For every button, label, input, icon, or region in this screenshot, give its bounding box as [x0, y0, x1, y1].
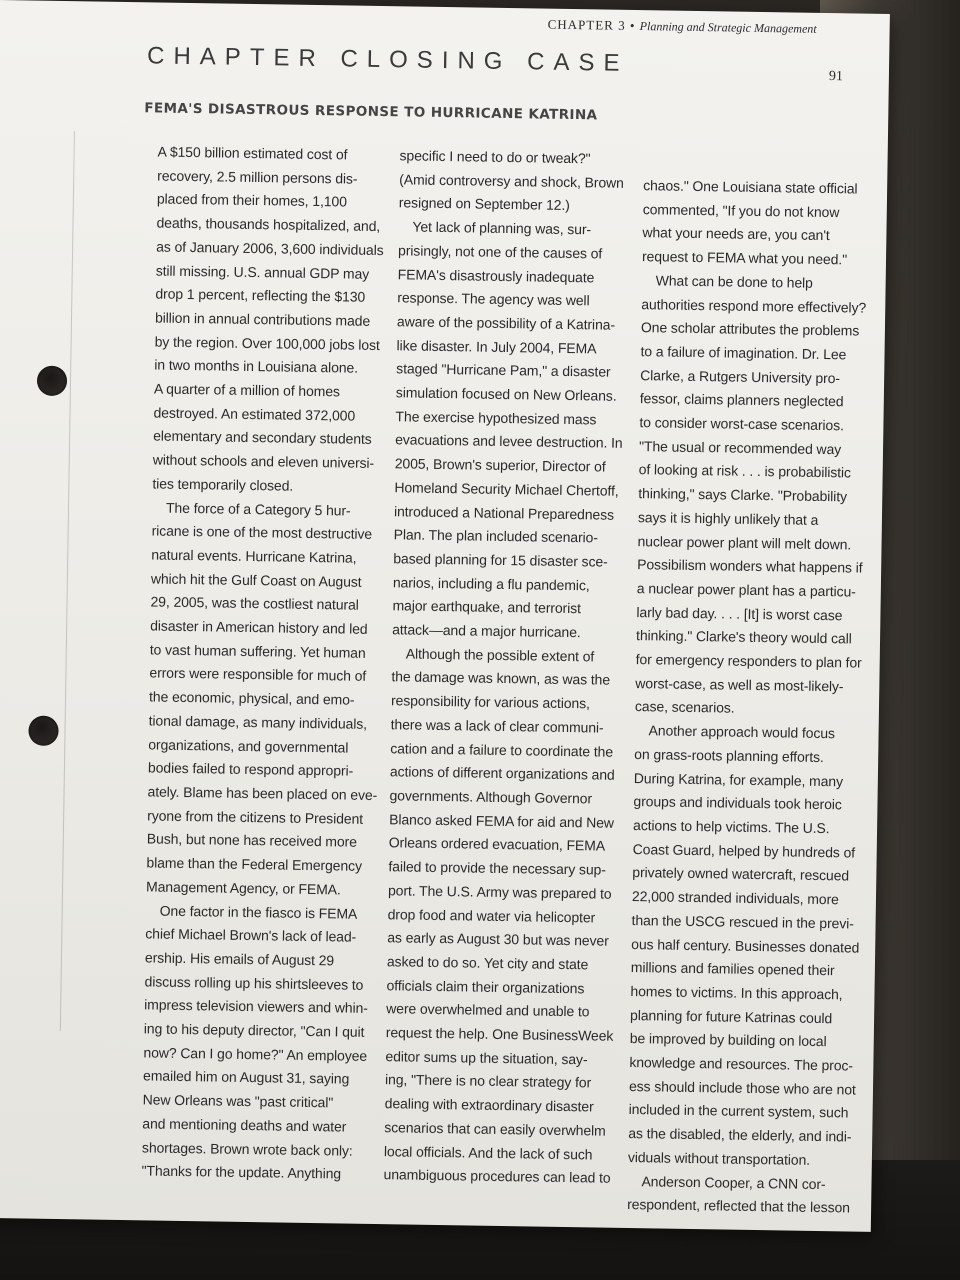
text-line: response. The agency was well [397, 289, 590, 309]
text-line: ties temporarily closed. [152, 475, 294, 494]
text-line: Orleans ordered evacuation, FEMA [388, 834, 606, 854]
text-line: Yet lack of planning was, sur- [412, 218, 592, 238]
text-line: Bush, but none has received more [146, 830, 357, 851]
text-line: Although the possible extent of [405, 645, 595, 665]
text-line: which hit the Gulf Coast on August [150, 570, 362, 590]
text-line: were overwhelmed and unable to [386, 1000, 590, 1020]
text-line: actions of different organizations and [389, 763, 615, 784]
text-line: blame than the Federal Emergency [146, 854, 363, 874]
text-line: what your needs are, you can't [642, 224, 830, 244]
text-line: ricane is one of the most destructive [151, 522, 373, 543]
text-line: One scholar attributes the problems [640, 319, 860, 339]
text-line: chief Michael Brown's lack of lead- [145, 925, 357, 945]
section-title: Planning and Strategic Management [639, 19, 817, 36]
text-line: on grass-roots planning efforts. [634, 745, 824, 765]
text-line: attack—and a major hurricane. [392, 621, 581, 641]
text-line: be improved by building on local [629, 1030, 827, 1050]
text-line: port. The U.S. Army was prepared to [387, 882, 612, 902]
text-line: as early as August 30 but was never [387, 929, 609, 949]
text-line: (Amid controversy and shock, Brown [399, 170, 624, 191]
text-line: Management Agency, or FEMA. [145, 878, 341, 898]
text-line: larly bad day. . . . [It] is worst case [636, 603, 843, 623]
text-line: case, scenarios. [634, 698, 735, 717]
text-line: in two months in Louisiana alone. [154, 356, 359, 376]
text-line: scenarios that can easily overwhelm [384, 1119, 606, 1139]
text-line: worst-case, as well as most-likely- [635, 674, 844, 695]
text-line: included in the current system, such [628, 1101, 849, 1121]
text-line: 2005, Brown's superior, Director of [394, 455, 606, 475]
text-line: now? Can I go home?" An employee [143, 1044, 368, 1064]
text-line: bodies failed to respond appropri- [147, 759, 354, 779]
text-column-3 [627, 174, 867, 1220]
text-line: groups and individuals took heroic [633, 793, 842, 813]
text-line: Plan. The plan included scenario- [393, 526, 599, 546]
text-line: During Katrina, for example, many [633, 769, 844, 789]
text-line: A $150 billion estimated cost of [157, 143, 348, 163]
punch-hole-bottom [28, 716, 58, 746]
text-line: ately. Blame has been placed on eve- [147, 783, 378, 804]
text-line: 22,000 stranded individuals, more [631, 888, 839, 908]
text-line: says it is highly unlikely that a [637, 508, 819, 528]
text-line: governments. Although Governor [389, 787, 593, 807]
text-line: and mentioning deaths and water [142, 1115, 347, 1135]
text-line: local officials. And the lack of such [383, 1142, 593, 1162]
text-line: privately owned watercraft, rescued [632, 864, 850, 884]
text-line: Another approach would focus [648, 722, 836, 742]
text-line: "Thanks for the update. Anything [141, 1162, 342, 1182]
text-line: elementary and secondary students [153, 427, 372, 448]
running-head-bullet: • [629, 17, 640, 34]
text-line: emailed him on August 31, saying [142, 1067, 350, 1088]
text-line: editor sums up the situation, say- [385, 1047, 588, 1068]
text-line: millions and families opened their [630, 959, 835, 979]
text-column-1 [141, 140, 387, 1186]
text-line: Possibilism wonders what happens if [637, 556, 863, 576]
text-line: as the disabled, the elderly, and indi- [628, 1125, 852, 1145]
text-line: Coast Guard, helped by hundreds of [632, 840, 856, 861]
text-line: authorities respond more effectively? [641, 295, 867, 316]
text-line: as of January 2006, 3,600 individuals [156, 238, 384, 258]
text-line: staged "Hurricane Pam," a disaster [396, 360, 611, 380]
text-line: ing, "There is no clear strategy for [384, 1071, 592, 1091]
text-line: The exercise hypothesized mass [395, 407, 597, 428]
text-line: Blanco asked FEMA for aid and New [389, 810, 615, 831]
text-line: Homeland Security Michael Chertoff, [394, 479, 619, 499]
text-line: destroyed. An estimated 372,000 [153, 404, 356, 424]
text-line: for emergency responders to plan for [635, 651, 862, 671]
text-line: narios, including a flu pandemic, [392, 573, 590, 593]
text-line: than the USCG rescued in the previ- [631, 911, 854, 932]
text-line: New Orleans was "past critical" [142, 1091, 334, 1111]
text-line: failed to provide the necessary sup- [388, 858, 606, 878]
text-line: A quarter of a million of homes [153, 380, 341, 400]
text-line: impress television viewers and whin- [144, 996, 368, 1017]
text-line: recovery, 2.5 million persons dis- [157, 167, 358, 187]
margin-mark [60, 131, 75, 1031]
text-line: to consider worst-case scenarios. [639, 414, 845, 434]
text-line: billion in annual contributions made [154, 309, 371, 329]
text-line: commented, "If you do not know [642, 200, 840, 220]
text-column-2 [383, 144, 629, 1190]
text-line: prisingly, not one of the causes of [397, 242, 603, 262]
text-line: unambiguous procedures can lead to [383, 1166, 611, 1186]
text-line: natural events. Hurricane Katrina, [151, 546, 357, 566]
text-line: organizations, and governmental [148, 736, 349, 756]
text-line: fessor, claims planners neglected [639, 390, 844, 410]
text-line: tional damage, as many individuals, [148, 712, 368, 732]
text-line: simulation focused on New Orleans. [395, 384, 617, 404]
text-line: placed from their homes, 1,100 [156, 190, 347, 210]
text-line: knowledge and resources. The proc- [629, 1054, 854, 1074]
text-line: request the help. One BusinessWeek [385, 1024, 614, 1044]
text-line: ership. His emails of August 29 [144, 949, 335, 969]
text-line: resigned on September 12.) [398, 194, 570, 214]
text-line: aware of the possibility of a Katrina- [396, 313, 616, 333]
text-line: responsibility for various actions, [390, 692, 590, 712]
chapter-label: CHAPTER 3 [547, 16, 626, 33]
text-line: introduced a National Preparedness [393, 502, 615, 523]
text-line: One factor in the fiasco is FEMA [159, 902, 358, 922]
text-line: ing to his deputy director, "Can I quit [143, 1020, 365, 1040]
text-line: chaos." One Louisiana state official [643, 177, 858, 197]
text-line: by the region. Over 100,000 jobs lost [154, 333, 380, 353]
text-line: discuss rolling up his shirtsleeves to [144, 973, 364, 993]
text-line: planning for future Katrinas could [630, 1006, 833, 1026]
text-line: Anderson Cooper, a CNN cor- [641, 1172, 826, 1192]
text-line: specific I need to do or tweak?" [399, 147, 591, 167]
text-line: respondent, reflected that the lesson [627, 1196, 851, 1216]
case-label: CHAPTER CLOSING CASE [146, 42, 629, 77]
text-line: request to FEMA what you need." [641, 248, 848, 268]
case-title: FEMA'S DISASTROUS RESPONSE TO HURRICANE KATRINA [144, 100, 598, 124]
text-line: disaster in American history and led [150, 617, 368, 637]
text-line: officials claim their organizations [386, 976, 585, 996]
text-line: of looking at risk . . . is probabilistic [638, 461, 852, 481]
punch-hole-top [37, 366, 67, 396]
text-line: deaths, thousands hospitalized, and, [156, 214, 381, 235]
text-line: nuclear power plant will melt down. [637, 532, 852, 552]
text-line: The force of a Category 5 hur- [165, 499, 351, 519]
text-line: cation and a failure to coordinate the [390, 739, 614, 760]
text-line: still missing. U.S. annual GDP may [155, 261, 370, 282]
text-line: there was a lack of clear communi- [390, 716, 604, 736]
text-line: "The usual or recommended way [638, 437, 842, 458]
text-line: thinking," says Clarke. "Probability [638, 485, 848, 505]
text-line: based planning for 15 disaster sce- [393, 550, 608, 570]
text-line: What can be done to help [655, 272, 813, 291]
text-line: thinking." Clarke's theory would call [635, 627, 852, 647]
text-line: ous half century. Businesses donated [631, 935, 860, 956]
text-line: to vast human suffering. Yet human [149, 641, 366, 661]
text-line: without schools and eleven universi- [152, 451, 375, 472]
text-line: viduals without transportation. [627, 1148, 811, 1168]
text-line: evacuations and levee destruction. In [395, 431, 623, 452]
text-line: Clarke, a Rutgers University pro- [640, 366, 841, 386]
text-line: FEMA's disastrously inadequate [397, 265, 595, 285]
text-line: homes to victims. In this approach, [630, 982, 843, 1003]
text-line: ess should include those who are not [628, 1077, 856, 1098]
text-line: errors were responsible for much of [149, 664, 367, 685]
text-line: the damage was known, as was the [391, 668, 611, 689]
text-line: shortages. Brown wrote back only: [141, 1138, 353, 1159]
text-line: ryone from the citizens to President [147, 807, 364, 827]
text-line: major earthquake, and terrorist [392, 597, 581, 617]
page-number: 91 [828, 69, 844, 85]
text-line: to a failure of imagination. Dr. Lee [640, 343, 847, 363]
running-head [548, 17, 828, 37]
text-line: the economic, physical, and emo- [148, 688, 355, 708]
text-line: 29, 2005, was the costliest natural [150, 593, 359, 614]
text-line: drop food and water via helicopter [387, 905, 596, 925]
text-line: actions to help victims. The U.S. [632, 817, 830, 837]
text-line: a nuclear power plant has a particu- [636, 580, 856, 600]
text-line: dealing with extraordinary disaster [384, 1095, 594, 1115]
text-line: drop 1 percent, reflecting the $130 [155, 285, 366, 305]
text-line: like disaster. In July 2004, FEMA [396, 336, 597, 357]
text-line: asked to do so. Yet city and state [386, 953, 589, 973]
